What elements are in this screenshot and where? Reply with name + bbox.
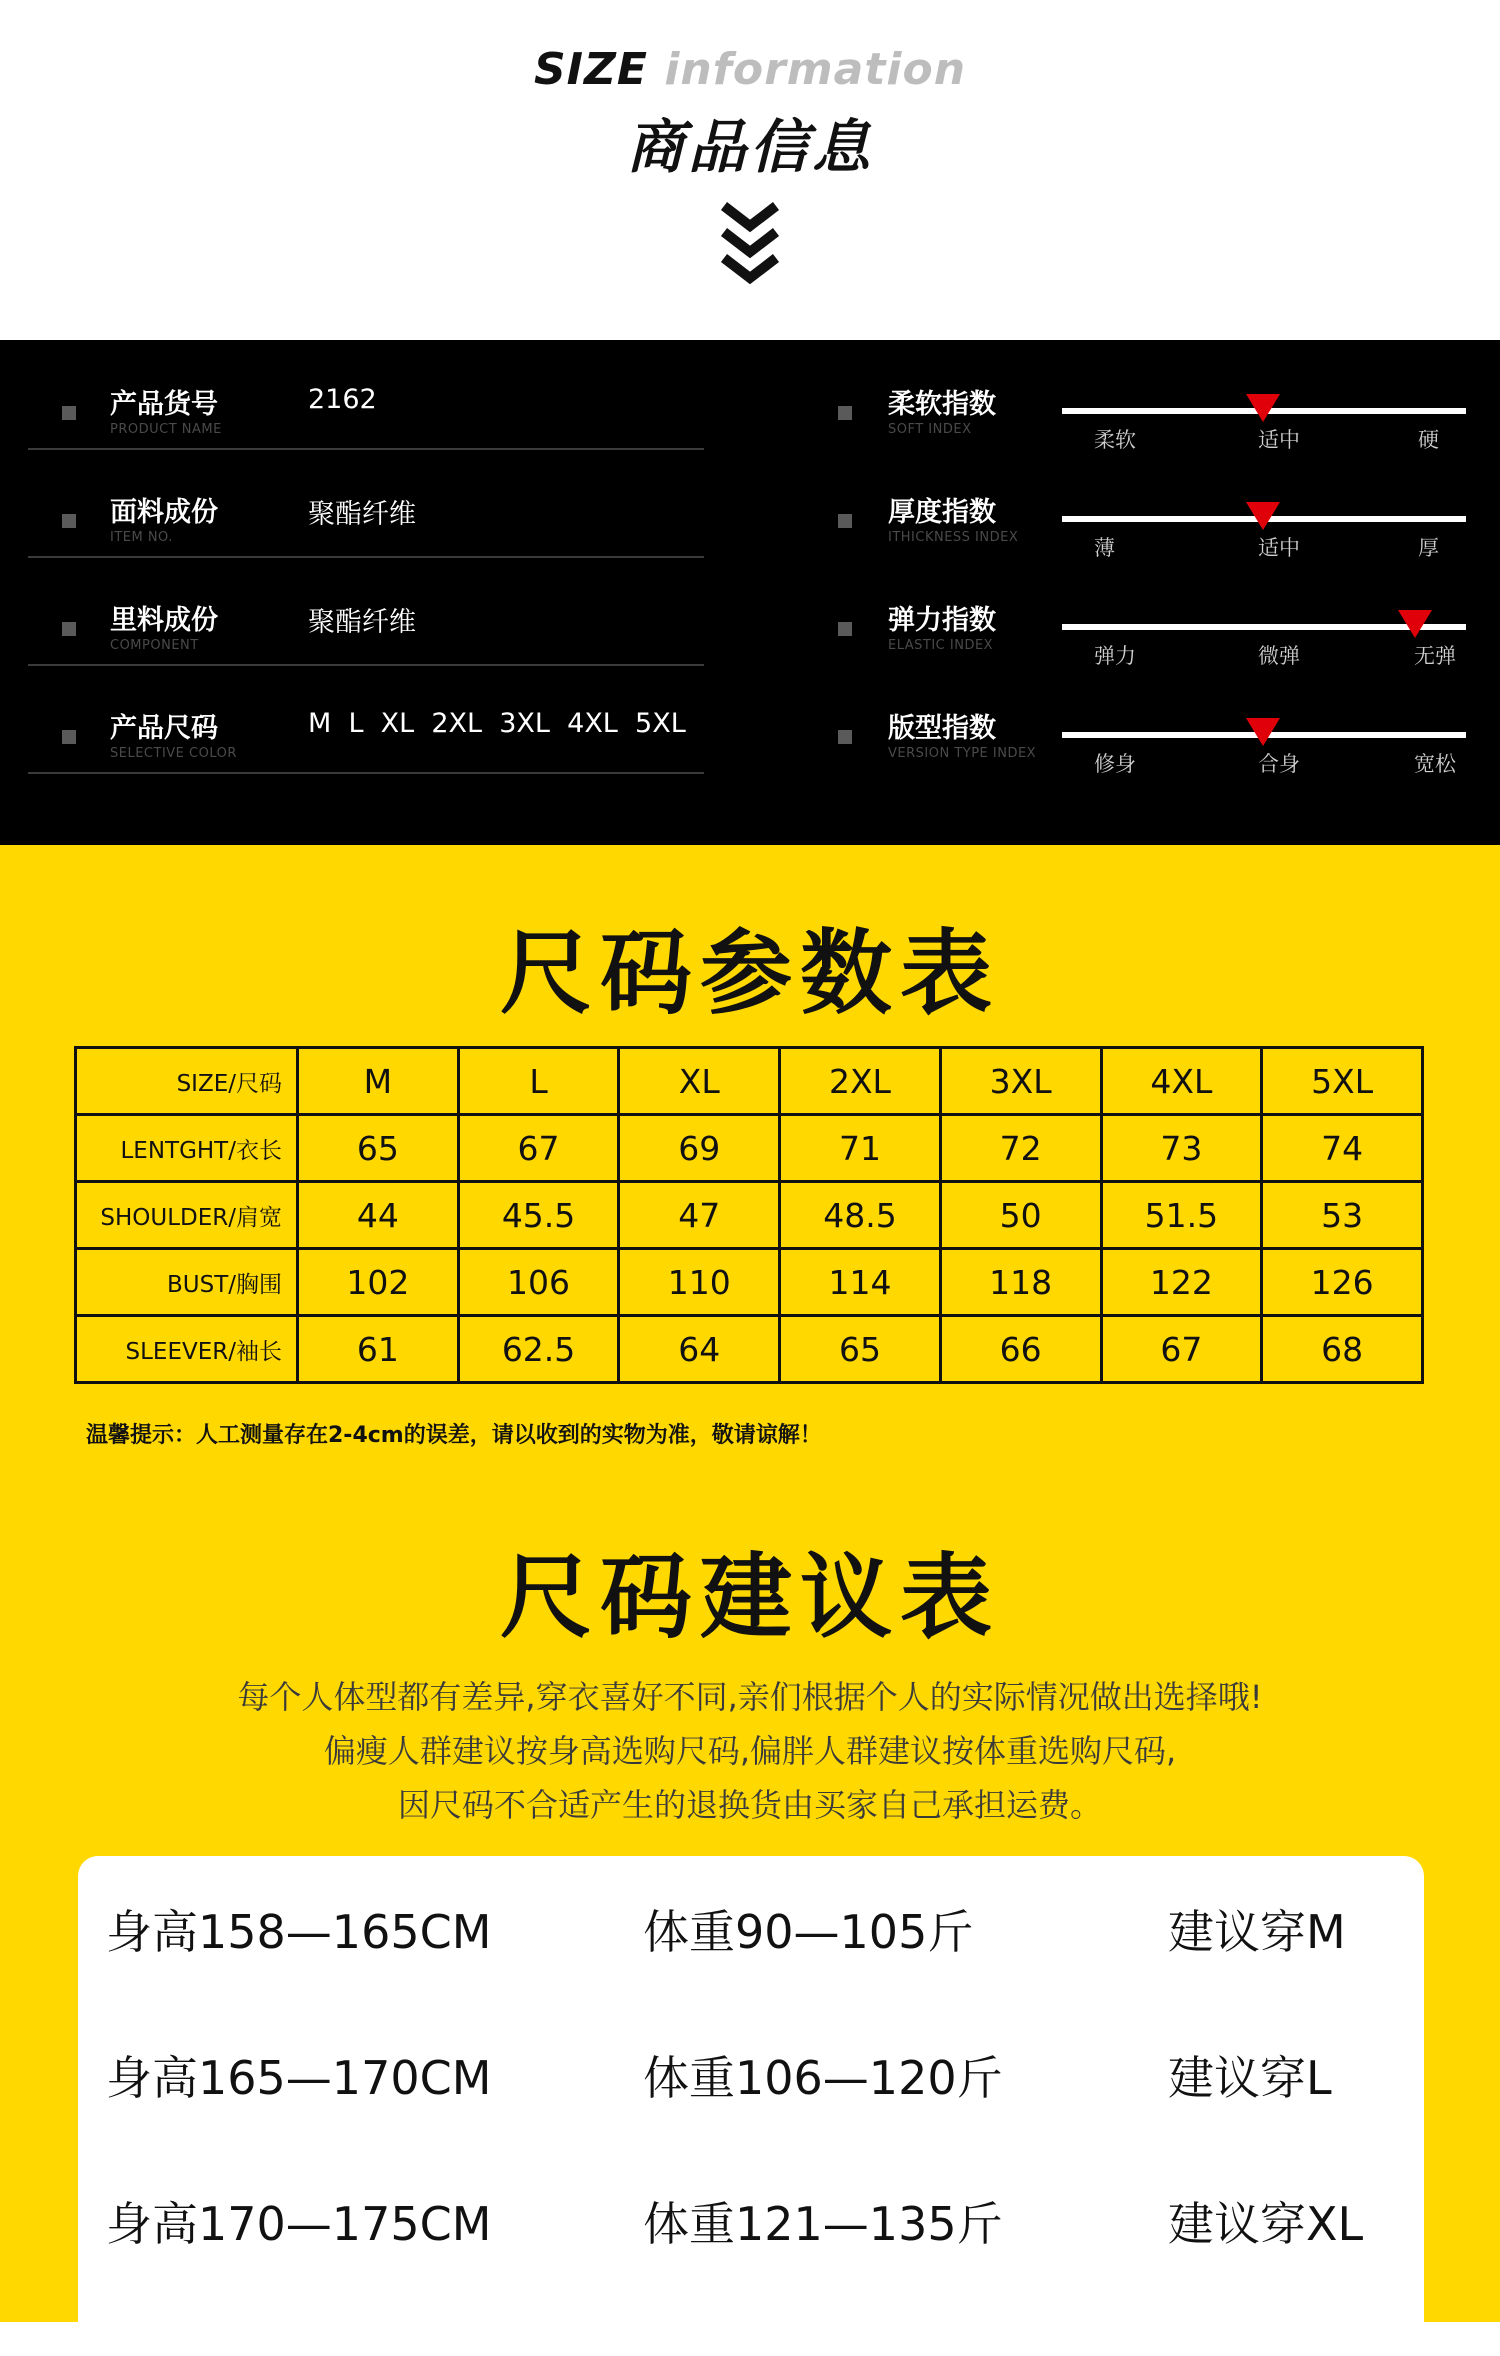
scale-elasticity: [830, 556, 1470, 668]
scale-label: 厚度指数: [888, 497, 996, 528]
table-cell: 72: [940, 1115, 1101, 1182]
scale-tick: 修身: [1094, 752, 1136, 776]
table-cell: 106: [458, 1249, 619, 1316]
table-cell: 50: [940, 1182, 1101, 1249]
info-sublabel: SELECTIVE COLOR: [110, 746, 237, 761]
recommend-height: 身高165—170CM: [106, 2051, 492, 2105]
header-en-part2: information: [664, 44, 967, 95]
info-row-sizes: [28, 664, 704, 774]
table-cell: 71: [780, 1115, 941, 1182]
recommend-height: 身高170—175CM: [106, 2197, 492, 2251]
triple-chevron-down-icon: [718, 200, 782, 286]
table-header-cell: L: [458, 1048, 619, 1115]
scale-tick: 微弹: [1258, 644, 1300, 668]
table-cell: 44: [298, 1182, 459, 1249]
recommend-size: 建议穿M: [1168, 1905, 1346, 1959]
recommend-weight: 体重106—120斤: [643, 2051, 1003, 2105]
table-cell: 48.5: [780, 1182, 941, 1249]
table-cell: 126: [1262, 1249, 1423, 1316]
info-row-fabric: [28, 448, 704, 558]
table-cell: 53: [1262, 1182, 1423, 1249]
header-chinese-title: 商品信息: [625, 113, 874, 181]
table-cell: 61: [298, 1316, 459, 1383]
recommend-card: [78, 1856, 1424, 2356]
scale-marker-icon: [1398, 610, 1432, 638]
table-cell: 110: [619, 1249, 780, 1316]
table-cell: 66: [940, 1316, 1101, 1383]
recommend-weight: 体重121—135斤: [643, 2197, 1003, 2251]
bullet-icon: [838, 406, 852, 420]
table-header-row: [76, 1048, 1423, 1115]
scale-sublabel: SOFT INDEX: [888, 422, 972, 437]
table-cell: 102: [298, 1249, 459, 1316]
header: [0, 0, 1500, 340]
bullet-icon: [838, 514, 852, 528]
info-label: 面料成份: [110, 497, 218, 528]
table-row: [76, 1249, 1423, 1316]
scale-label: 弹力指数: [888, 605, 996, 636]
scale-sublabel: ITHICKNESS INDEX: [888, 530, 1019, 545]
scale-tick: 适中: [1258, 536, 1300, 560]
info-row-product-no: [28, 340, 704, 450]
table-cell: 65: [780, 1316, 941, 1383]
measurement-tip: 温馨提示：人工测量存在2-4cm的误差，请以收到的实物为准，敬请谅解！: [86, 1423, 822, 1448]
info-sublabel: COMPONENT: [110, 638, 199, 653]
scale-thickness: [830, 448, 1470, 560]
scale-tick: 无弹: [1414, 644, 1456, 668]
scale-tick: 厚: [1418, 536, 1439, 560]
table-row-header: SHOULDER/肩宽: [76, 1182, 298, 1249]
scale-marker-icon: [1246, 718, 1280, 746]
table-cell: 51.5: [1101, 1182, 1262, 1249]
recommend-size: 建议穿L: [1168, 2051, 1332, 2105]
bullet-icon: [838, 622, 852, 636]
table-cell: 67: [458, 1115, 619, 1182]
bullet-icon: [62, 622, 76, 636]
info-sublabel: ITEM NO.: [110, 530, 173, 545]
bullet-icon: [62, 406, 76, 420]
recommend-size: 建议穿XL: [1168, 2197, 1364, 2251]
table-header-cell: 5XL: [1262, 1048, 1423, 1115]
bullet-icon: [62, 730, 76, 744]
scale-label: 柔软指数: [888, 389, 996, 420]
recommend-title: 尺码建议表: [499, 1544, 1000, 1651]
recommend-desc-line: 偏瘦人群建议按身高选购尺码,偏胖人群建议按体重选购尺码,: [323, 1732, 1177, 1770]
scale-tick: 弹力: [1094, 644, 1136, 668]
table-row: [76, 1115, 1423, 1182]
info-value: M L XL 2XL 3XL 4XL 5XL: [308, 708, 686, 739]
scale-tick: 宽松: [1414, 752, 1456, 776]
info-value: 聚酯纤维: [308, 499, 416, 530]
info-value: 2162: [308, 384, 377, 415]
scale-fit: [830, 664, 1470, 776]
scale-marker-icon: [1246, 394, 1280, 422]
table-cell: 122: [1101, 1249, 1262, 1316]
info-row-lining: [28, 556, 704, 666]
table-cell: 67: [1101, 1316, 1262, 1383]
table-header-cell: 2XL: [780, 1048, 941, 1115]
scale-tick: 合身: [1258, 752, 1300, 776]
header-en-part1: SIZE: [533, 44, 648, 95]
info-sublabel: PRODUCT NAME: [110, 422, 222, 437]
size-table-title: 尺码参数表: [499, 920, 1000, 1027]
table-cell: 47: [619, 1182, 780, 1249]
scale-tick: 柔软: [1094, 428, 1136, 452]
table-header-cell: SIZE/尺码: [76, 1048, 298, 1115]
table-cell: 62.5: [458, 1316, 619, 1383]
info-value: 聚酯纤维: [308, 607, 416, 638]
info-label: 产品货号: [110, 389, 218, 420]
table-row-header: BUST/胸围: [76, 1249, 298, 1316]
table-cell: 65: [298, 1115, 459, 1182]
table-header-cell: XL: [619, 1048, 780, 1115]
table-cell: 74: [1262, 1115, 1423, 1182]
table-row: [76, 1182, 1423, 1249]
recommend-height: 身高158—165CM: [106, 1905, 492, 1959]
scale-sublabel: VERSION TYPE INDEX: [888, 746, 1037, 761]
scale-tick: 硬: [1418, 428, 1439, 452]
table-header-cell: 3XL: [940, 1048, 1101, 1115]
table-header-cell: 4XL: [1101, 1048, 1262, 1115]
scale-softness: [830, 340, 1470, 452]
recommend-desc-line: 因尺码不合适产生的退换货由买家自己承担运费。: [397, 1786, 1102, 1824]
scale-marker-icon: [1246, 502, 1280, 530]
scale-sublabel: ELASTIC INDEX: [888, 638, 994, 653]
info-label: 里料成份: [110, 605, 218, 636]
table-cell: 45.5: [458, 1182, 619, 1249]
table-header-cell: M: [298, 1048, 459, 1115]
table-cell: 114: [780, 1249, 941, 1316]
info-label: 产品尺码: [110, 713, 218, 744]
product-info-panel: [0, 340, 1500, 845]
bullet-icon: [62, 514, 76, 528]
size-parameter-table: [74, 1046, 1424, 1384]
header-english-title: [0, 44, 1500, 95]
recommend-desc-line: 每个人体型都有差异,穿衣喜好不同,亲们根据个人的实际情况做出选择哦!: [237, 1678, 1263, 1716]
table-cell: 73: [1101, 1115, 1262, 1182]
table-row-header: LENTGHT/衣长: [76, 1115, 298, 1182]
bullet-icon: [838, 730, 852, 744]
table-row: [76, 1316, 1423, 1383]
scale-label: 版型指数: [888, 713, 996, 744]
table-cell: 118: [940, 1249, 1101, 1316]
table-cell: 68: [1262, 1316, 1423, 1383]
table-row-header: SLEEVER/袖长: [76, 1316, 298, 1383]
recommend-weight: 体重90—105斤: [643, 1905, 974, 1959]
scale-tick: 薄: [1094, 536, 1115, 560]
table-cell: 69: [619, 1115, 780, 1182]
scale-tick: 适中: [1258, 428, 1300, 452]
table-cell: 64: [619, 1316, 780, 1383]
